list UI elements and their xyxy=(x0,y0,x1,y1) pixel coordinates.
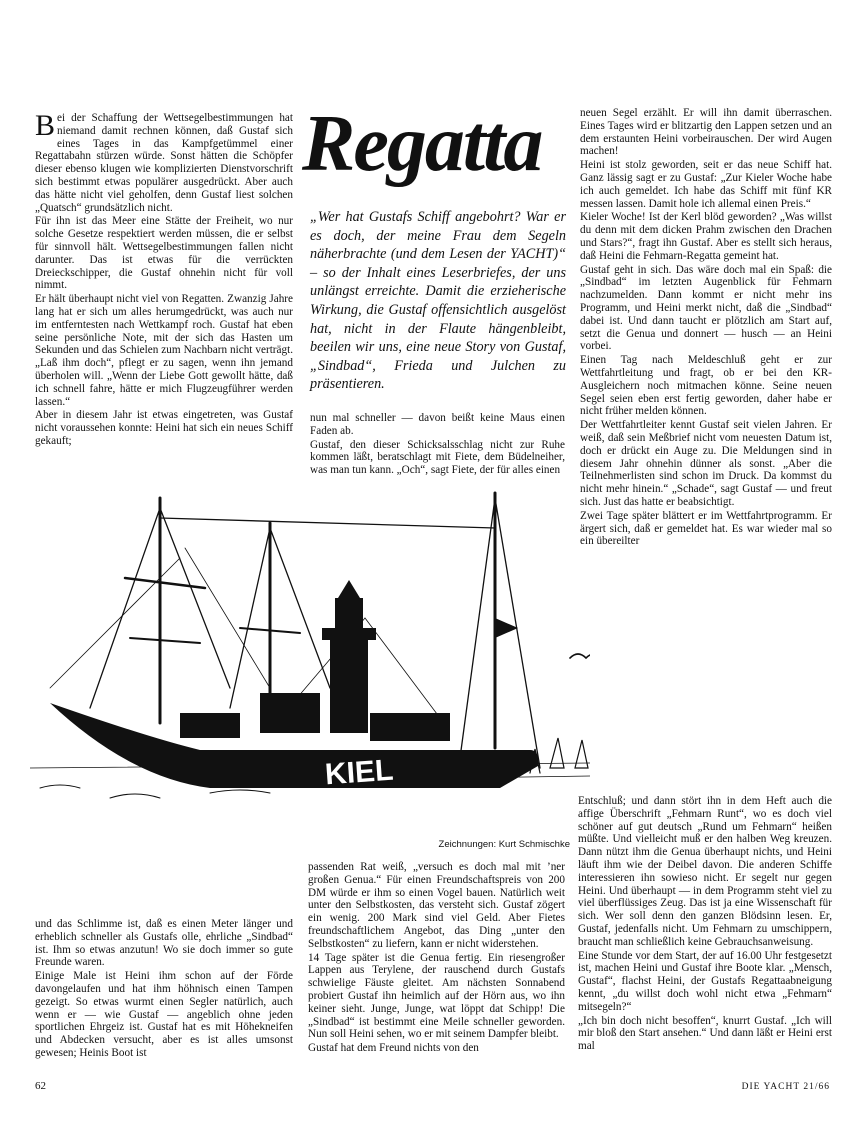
paragraph: passenden Rat weiß, „versuch es doch mal mit ’ner großen Genua.“ Für einen Freundschaftspreis von 200 DM würde er ihm so einen Vogel bauen. Natürlich weit unter den Selbstkosten, das versteht sich. Gustaf zögert ein wenig. 200 Mark sind viel Geld. Aber Fietes freundschaftlichem Angebot, das Ding „unter den Selbstkosten“ zu liefern, kann er nicht widerstehen. xyxy=(308,861,565,950)
column-middle-top xyxy=(310,412,565,492)
paragraph-text: ei der Schaffung der Wettsegelbestimmungen hat niemand damit rechnen können, daß Gustaf sich eines Tages in das Kampfgetümmel einer Regattabahn stürzen würde. Sonst hätten die Schöpfer dieser ebenso klugen wie komplizierten Dienstvorschrift sich bestimmt etwas populärer ausgedrückt. Aber auch das hätte nicht viel geholfen, denn Gustaf liest solchen „Quatsch“ grundsätzlich nicht. xyxy=(35,112,293,214)
column-right-top xyxy=(580,107,832,603)
paragraph: Aber in diesem Jahr ist etwas eingetreten, was Gustaf nicht voraussehen konnte: Heini hat sich ein neues Schiff gekauft; xyxy=(35,409,293,447)
paragraph: 14 Tage später ist die Genua fertig. Ein riesengroßer Lappen aus Terylene, der rauschend durch Gustafs schwielige Fäuste gleitet. Am nächsten Sonnabend probiert Gustaf ihn heimlich auf der Hörn aus, wo ihn keiner sieht. Junge, Junge, wat löppt dat Schipp! Die „Sindbad“ ist bestimmt eine Meile schneller geworden. Nun soll Heini sehen, wo er mit seinem Dampfer bleibt. xyxy=(308,951,565,1041)
paragraph: Der Wettfahrtleiter kennt Gustaf seit vielen Jahren. Er weiß, daß sein Meßbrief nicht vom neuesten Datum ist, doch er drückt ein Auge zu. Die Meldungen sind in diesem Jahr ohnehin dünner als sonst. „Aber die Teilnehmerlisten sind schon im Druck. Da kommst du nicht mehr hinein.“ „Schade“, sagt Gustaf — und freut sich. Just das hatte er beabsichtigt. xyxy=(580,419,832,508)
lightship-illustration xyxy=(30,488,590,833)
page-number: 62 xyxy=(35,1080,46,1092)
paragraph: Entschluß; und dann stört ihn in dem Heft auch die affige Überschrift „Fehmarn Runt“, wo es doch viel schöner auf gut deutsch „Rund um Fehmarn“ heißen müßte. Und vielleicht muß er den halben Weg kreuzen. Dann nützt ihm die Genua überhaupt nichts, und Heini läuft ihm wie der Deibel davon. Die anderen Schiffe interessieren ihn sowieso nicht. Er segelt nur gegen Heini. Und überhaupt — in dem Programm steht viel zu viel überflüssiges Zeug. Das ist ja eine Wissenschaft für sich. Wer soll denn den ganzen Blödsinn lesen. Er, Gustaf, jedenfalls nicht. Um Fehmarn zu umschippern, braucht man schließlich keine Gebrauchsanweisung. xyxy=(578,795,832,948)
paragraph: Eine Stunde vor dem Start, der auf 16.00 Uhr festgesetzt ist, machen Heini und Gustaf ihre Boote klar. „Mensch, Gustaf“, flachst Heini, der Gustafs Regattaabneigung kennt, „du willst doch wohl nicht etwa „Fehmarn“ mitsegeln?“ xyxy=(578,949,832,1013)
paragraph: „Ich bin doch nicht besoffen“, knurrt Gustaf. „Ich will mir bloß den Start ansehen.“ Und dann läßt er Heini erst mal xyxy=(578,1014,832,1053)
column-left-bottom xyxy=(35,918,293,1078)
paragraph: Kieler Woche! Ist der Kerl blöd geworden? „Was willst du denn mit dem dicken Prahm zwischen den Drachen und Stars?“, fragt ihn Gustaf. Aber es stellt sich heraus, daß Heini die Fehmarn-Regatta gemeint hat. xyxy=(580,211,832,262)
magazine-issue-footer: DIE YACHT 21/66 xyxy=(741,1082,830,1092)
paragraph: Einige Male ist Heini ihm schon auf der Förde davongelaufen und hat ihm höhnisch einen Tampen gezeigt. So etwas wurmt einen Segler natürlich, auch wenn er — wie Gustaf — angeblich ohne jeden sportlichen Ehrgeiz ist. Gustaf hat es mit Höhekneifen und Abdecken versucht, aber es ist alles umsonst gewesen; Heinis Boot ist xyxy=(35,970,293,1059)
paragraph: nun mal schneller — davon beißt keine Maus einen Faden ab. xyxy=(310,412,565,437)
column-left-top xyxy=(35,112,293,454)
paragraph: Heini ist stolz geworden, seit er das neue Schiff hat. Ganz lässig sagt er zu Gustaf: „Zur Kieler Woche habe ich auch gemeldet. Ich habe das Schiff mit fünf KR messen lassen. Damit hole ich allemal einen Preis.“ xyxy=(580,159,832,210)
drop-cap: B xyxy=(35,112,56,142)
paragraph: neuen Segel erzählt. Er will ihn damit überraschen. Eines Tages wird er blitzartig den Lappen setzen und an dem erstaunten Heini vorbeirauschen. Der wird Augen machen! xyxy=(580,107,832,158)
paragraph: Gustaf, den dieser Schicksalsschlag nicht zur Ruhe kommen läßt, beratschlagt mit Fiete, dem Büdelneiher, was man tun kann. „Och“, sagt Fiete, der für alles einen xyxy=(310,438,565,477)
column-middle-bottom xyxy=(308,861,565,1078)
paragraph: Einen Tag nach Meldeschluß geht er zur Wettfahrtleitung und fragt, ob er bei den KR-Ausgleichern noch mitmachen könne. Seine neuen Segel seien eben erst fertig geworden, daher habe er nicht früher melden können. xyxy=(580,354,832,418)
column-right-bottom xyxy=(578,795,832,1078)
paragraph: und das Schlimme ist, daß es einen Meter länger und erheblich schneller als Gustafs olle, ehrliche „Sindbad“ ist. Ihm so etwas anzutun! Wo sie doch immer so gute Freunde waren. xyxy=(35,918,293,969)
page-title: Regatta xyxy=(302,100,542,188)
intro-text: „Wer hat Gustafs Schiff angebohrt? War er es doch, der meine Frau dem Segeln näherbrachte (und dem Lesen der YACHT)“ – so der Inhalt eines Leserbriefes, der uns unlängst erreichte. Damit die erzieherische Wirkung, die Gustaf offensichtlich ausgelöst hat, nicht in der Flaute hängenbleibt, beeilen wir uns, eine neue Story von Gustaf, „Sindbad“, Frieda und Julchen zu präsentieren. xyxy=(310,209,566,393)
paragraph: Zwei Tage später blättert er im Wettfahrtprogramm. Er ärgert sich, daß er gemeldet hat. Es war wieder mal so ein übereilter xyxy=(580,509,832,548)
paragraph: Er hält überhaupt nicht viel von Regatten. Zwanzig Jahre lang hat er sich um alles herumgedrückt, was auch nur im entferntesten nach Wettkampf roch. Gustaf hat eben seine persönliche Note, mit der sich das Hasten um Sekunden und das Schielen zum Nachbarn nicht verträgt. „Laß ihm doch“, pflegt er zu sagen, wenn ihn jemand überholen will. „Wenn der Liebe Gott gewollt hätte, daß ich schnell fahre, hätte er mich Flugzeugführer werden lassen.“ xyxy=(35,293,293,408)
ship-name: KIEL xyxy=(323,753,395,792)
paragraph: Gustaf geht in sich. Das wäre doch mal ein Spaß: die „Sindbad“ im letzten Augenblick für Fehmarn nachzumelden. Dann kommt er nicht mehr ins Programm, und Heini merkt nicht, daß die „Sindbad“ dabei ist. Und dann taucht er plötzlich am Start auf, setzt die Genua und donnert — husch — an Heini vorbei. xyxy=(580,263,832,353)
paragraph: Gustaf hat dem Freund nichts von den xyxy=(308,1042,479,1055)
paragraph xyxy=(35,112,293,214)
paragraph: Für ihn ist das Meer eine Stätte der Freiheit, wo nur solche Gesetze respektiert werden müssen, die er selbst für sinnvoll hält. Wettsegelbestimmungen fallen nicht darunter. Das ist etwas für die verrückten Dreieckschipper, die Gustaf ohnehin nicht für voll nimmt. xyxy=(35,215,293,292)
illustration-caption: Zeichnungen: Kurt Schmischke xyxy=(438,839,570,850)
